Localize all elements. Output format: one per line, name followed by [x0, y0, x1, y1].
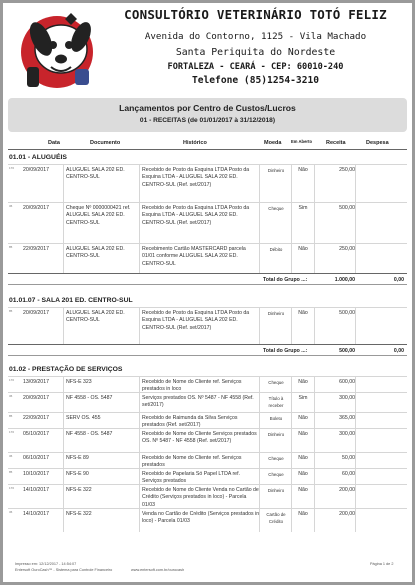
column-divider — [139, 203, 140, 243]
column-divider — [139, 509, 140, 532]
cell-em-aberto: Não — [298, 471, 308, 477]
cell-documento: NFS-E 322 — [66, 487, 92, 493]
report-title-box — [8, 98, 407, 132]
col-moeda: Moeda — [264, 140, 282, 146]
column-divider — [63, 485, 64, 508]
cell-moeda: Cheque — [268, 456, 284, 461]
cell-historico: Recebido de Nome do Cliente Venda no Cartão de Crédito (Serviços prestados in loco) - Parcela 01/03 — [142, 487, 259, 508]
cell-receita: 300,00 — [339, 395, 355, 401]
cell-em-aberto: Não — [298, 487, 308, 493]
table-row — [8, 452, 407, 468]
row-entry-number: 85 — [9, 470, 13, 474]
table-row — [8, 202, 407, 243]
col-data: Data — [48, 140, 60, 146]
column-divider — [139, 308, 140, 344]
cell-data: 20/09/2017 — [23, 310, 49, 316]
cell-moeda: Dinheiro — [267, 432, 285, 437]
group-total-row — [8, 344, 407, 356]
group-total-despesa: 0,00 — [393, 277, 404, 283]
column-divider — [139, 453, 140, 468]
column-divider — [63, 308, 64, 344]
cell-documento: NF 4558 - OS. 5487 — [66, 395, 113, 401]
group-total-receita: 1.000,00 — [334, 277, 355, 283]
column-divider — [139, 485, 140, 508]
table-row — [8, 307, 407, 344]
column-divider — [139, 165, 140, 202]
cell-receita: 500,00 — [339, 310, 355, 316]
cell-moeda: Cheque — [268, 206, 284, 211]
cell-moeda: Cheque — [268, 472, 284, 477]
col-despesa: Despesa — [366, 140, 389, 146]
cell-documento: ALUGUEL SALA 202 ED. CENTRO-SUL — [66, 246, 125, 260]
column-divider — [139, 393, 140, 412]
cell-em-aberto: Não — [298, 511, 308, 517]
cell-em-aberto: Sim — [298, 205, 308, 211]
footer-printed: Impresso em: 12/12/2017 - 14:54:07 — [15, 562, 77, 566]
row-entry-number: 170 — [9, 486, 15, 490]
cell-receita: 500,00 — [339, 205, 355, 211]
cell-data: 20/09/2017 — [23, 167, 49, 173]
row-entry-number: 36 — [9, 394, 13, 398]
column-divider — [63, 203, 64, 243]
cell-data: 05/10/2017 — [23, 431, 49, 437]
cell-em-aberto: Não — [298, 310, 308, 316]
cell-historico: Venda no Cartão de Crédito (Serviços prestados in loco) - Parcela 01/03 — [142, 511, 260, 525]
cell-historico: Recebimento Cartão MASTERCARD parcela 01/01 conforme ALUGUEL SALA 202 ED. CENTRO-SUL — [142, 246, 246, 267]
column-divider — [139, 469, 140, 484]
column-divider — [355, 165, 356, 202]
cell-historico: Recebido de Papelaria Só Papel LTDA ref. Serviços prestados — [142, 471, 240, 485]
col-historico: Histórico — [183, 140, 207, 146]
cell-em-aberto: Não — [298, 415, 308, 421]
group-title: 01.01 - ALUGUÉIS — [9, 154, 67, 161]
cell-em-aberto: Não — [298, 455, 308, 461]
cell-historico: Recebido de Nome do Cliente ref. Serviços prestados in loco — [142, 379, 242, 393]
cell-data: 22/09/2017 — [23, 415, 49, 421]
cell-historico: Recebido de Nome do Cliente ref. Serviços prestados — [142, 455, 242, 469]
clinic-address: Avenida do Contorno, 1125 - Vila Machado — [144, 31, 367, 42]
row-entry-number: 36 — [9, 510, 13, 514]
cell-receita: 60,00 — [342, 471, 355, 477]
column-divider — [63, 453, 64, 468]
column-divider — [63, 393, 64, 412]
column-divider — [355, 308, 356, 344]
cell-moeda: Dinheiro — [267, 488, 285, 493]
report-subtitle: 01 - RECEITAS (de 01/01/2017 à 31/12/2018) — [139, 117, 276, 124]
cell-receita: 250,00 — [339, 167, 355, 173]
row-entry-number: 85 — [9, 309, 13, 313]
column-divider — [355, 429, 356, 452]
clinic-city: FORTALEZA - CEARÁ - CEP: 60010-240 — [167, 62, 344, 72]
col-documento: Documento — [90, 140, 121, 146]
col-em-aberto: Em Aberto — [291, 139, 313, 144]
clinic-phone: Telefone (85)1254-3210 — [191, 75, 320, 86]
cell-em-aberto: Não — [298, 379, 308, 385]
cell-moeda: Boleto — [269, 416, 283, 421]
cell-moeda: Cheque — [268, 380, 284, 385]
cell-em-aberto: Não — [298, 246, 308, 252]
column-divider — [355, 509, 356, 532]
row-entry-number: 85 — [9, 245, 13, 249]
column-divider — [355, 203, 356, 243]
cell-documento: NF 4558 - OS. 5487 — [66, 431, 113, 437]
row-entry-number: 170 — [9, 166, 15, 170]
row-entry-number: 170 — [9, 378, 15, 382]
column-divider — [139, 244, 140, 273]
row-entry-number: 170 — [9, 430, 15, 434]
report-page — [3, 3, 412, 582]
cell-receita: 50,00 — [342, 455, 355, 461]
column-divider — [63, 469, 64, 484]
cell-documento: NFS-E 89 — [66, 455, 89, 461]
cell-documento: ALUGUEL SALA 202 ED. CENTRO-SUL — [66, 310, 125, 324]
column-divider — [355, 393, 356, 412]
clinic-logo — [13, 11, 101, 93]
cell-historico: Recebido de Nome do Cliente Serviços prestados OS. Nº 5487 - NF 4558 (Ref. set/2017) — [142, 431, 257, 445]
cell-receita: 365,00 — [339, 415, 355, 421]
column-divider — [355, 244, 356, 273]
table-row — [8, 376, 407, 392]
cell-receita: 250,00 — [339, 246, 355, 252]
footer-website: www.entersoft.com.br/ourocash — [131, 568, 185, 572]
cell-historico: Recebido de Posto da Esquina LTDA Posto da Esquina LTDA - ALUGUEL SALA 202 ED. CENTRO-SUL (Ref. set/2017) — [142, 205, 250, 226]
table-row — [8, 468, 407, 484]
footer-software: Entersoft OuroCash™ - Sistema para Controle Financeiro — [15, 568, 113, 572]
cell-data: 06/10/2017 — [23, 455, 49, 461]
cell-moeda: Débito — [269, 247, 283, 252]
group-total-label: Total do Grupo ...: — [263, 277, 308, 283]
cell-data: 22/09/2017 — [23, 246, 49, 252]
table-row — [8, 428, 407, 452]
group-total-row — [8, 273, 407, 285]
table-row — [8, 508, 407, 532]
cell-historico: Serviços prestados OS. Nº 5487 - NF 4558 (Ref. set/2017) — [142, 395, 254, 409]
cell-historico: Recebido de Posto da Esquina LTDA Posto da Esquina LTDA - ALUGUEL SALA 202 ED. CENTRO-SUL (Ref. set/2017) — [142, 310, 250, 331]
row-entry-number: 36 — [9, 454, 13, 458]
cell-data: 14/10/2017 — [23, 487, 49, 493]
cell-historico: Recebido de Raimunda da Silva Serviços prestados (Ref. set/2017) — [142, 415, 238, 429]
table-row — [8, 412, 407, 428]
column-divider — [63, 244, 64, 273]
cell-receita: 200,00 — [339, 487, 355, 493]
cell-documento: NFS-E 323 — [66, 379, 92, 385]
footer-page-number: Página 1 de 2 — [370, 562, 394, 566]
col-receita: Receita — [326, 140, 346, 146]
cell-em-aberto: Sim — [298, 395, 308, 401]
column-divider — [63, 429, 64, 452]
column-divider — [63, 413, 64, 428]
cell-documento: NFS-E 322 — [66, 511, 92, 517]
column-divider — [139, 377, 140, 392]
cell-moeda: Cartão de Crédito — [266, 512, 286, 525]
report-title: Lançamentos por Centro de Custos/Lucros — [119, 103, 296, 113]
cell-moeda: Título à receber — [268, 396, 284, 409]
cell-em-aberto: Não — [298, 431, 308, 437]
clinic-name: CONSULTÓRIO VETERINÁRIO TOTÓ FELIZ — [124, 7, 387, 22]
cell-em-aberto: Não — [298, 167, 308, 173]
clinic-neighborhood: Santa Periquita do Nordeste — [175, 47, 336, 58]
row-entry-number: 36 — [9, 204, 13, 208]
column-divider — [63, 377, 64, 392]
column-divider — [355, 485, 356, 508]
column-divider — [355, 453, 356, 468]
column-divider — [355, 469, 356, 484]
column-divider — [63, 165, 64, 202]
row-entry-number: 85 — [9, 414, 13, 418]
cell-data: 20/09/2017 — [23, 395, 49, 401]
column-divider — [63, 509, 64, 532]
cell-documento: NFS-E 90 — [66, 471, 89, 477]
group-total-label: Total do Grupo ...: — [263, 348, 308, 354]
cell-historico: Recebido de Posto da Esquina LTDA Posto da Esquina LTDA - ALUGUEL SALA 202 ED. CENTRO-SUL (Ref. set/2017) — [142, 167, 250, 188]
column-divider — [355, 377, 356, 392]
table-row — [8, 392, 407, 412]
column-divider — [355, 413, 356, 428]
cell-data: 14/10/2017 — [23, 511, 49, 517]
cell-documento: ALUGUEL SALA 202 ED. CENTRO-SUL — [66, 167, 125, 181]
column-divider — [139, 413, 140, 428]
cell-receita: 200,00 — [339, 511, 355, 517]
cell-documento: Cheque Nº 0000000421 ref. ALUGUEL SALA 202 ED. CENTRO-SUL — [66, 205, 131, 226]
table-row — [8, 164, 407, 202]
cell-data: 20/09/2017 — [23, 205, 49, 211]
table-row — [8, 243, 407, 273]
column-header-row — [8, 134, 407, 150]
group-title: 01.02 - PRESTAÇÃO DE SERVIÇOS — [9, 366, 123, 373]
cell-moeda: Dinheiro — [267, 311, 285, 316]
cell-receita: 300,00 — [339, 431, 355, 437]
cell-documento: SERV OS. 455 — [66, 415, 101, 421]
column-divider — [139, 429, 140, 452]
group-total-despesa: 0,00 — [393, 348, 404, 354]
cell-data: 10/10/2017 — [23, 471, 49, 477]
cell-data: 13/09/2017 — [23, 379, 49, 385]
group-title: 01.01.07 - SALA 201 ED. CENTRO-SUL — [9, 297, 133, 304]
cell-moeda: Dinheiro — [267, 168, 285, 173]
table-row — [8, 484, 407, 508]
group-total-receita: 500,00 — [339, 348, 355, 354]
cell-receita: 600,00 — [339, 379, 355, 385]
